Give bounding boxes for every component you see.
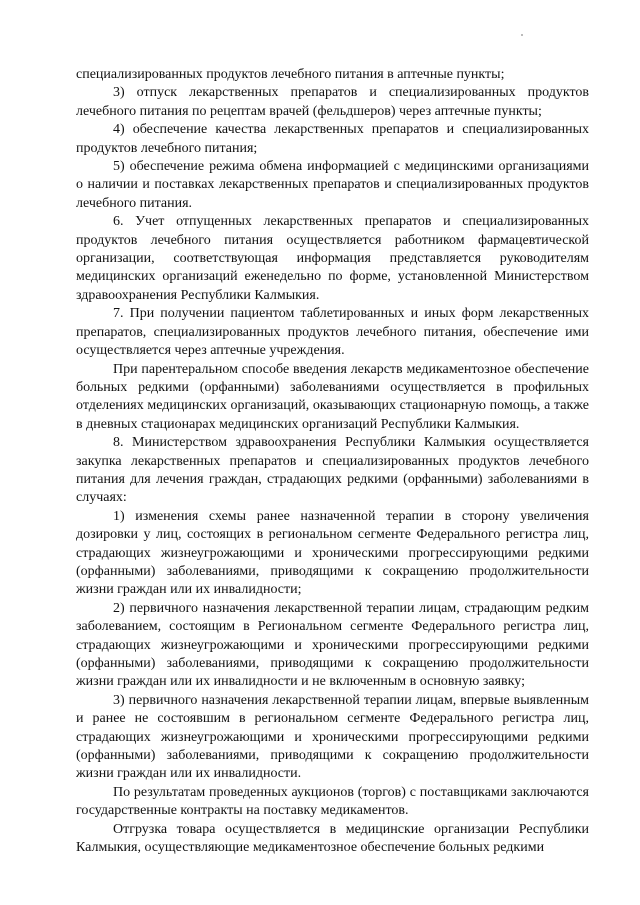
paragraph-section-7: 7. При получении пациентом таблетированных и иных форм лекарственных препаратов, специализированных продуктов лечебного питания, обеспечение ими осуществляется через аптечные учреждения.	[76, 306, 589, 359]
paragraph-case-2: 2) первичного назначения лекарственной терапии лицам, страдающим редким заболеванием, состоящим в Региональном сегменте Федерального регистра лиц, страдающих жизнеугрожающими и хроническими прогрессирующими редкими (орфанными) заболеваниями, приводящими к сокращению продолжительности жизни граждан или их инвалидности и не включенным в основную заявку;	[76, 600, 589, 690]
paragraph-section-6: 6. Учет отпущенных лекарственных препаратов и специализированных продуктов лечебного питания осуществляется работником фармацевтической организации, соответствующая информация представляется руководителям медицинских организаций еженедельно по форме, установленной Министерством здравоохранения Республики Калмыкия.	[76, 214, 589, 303]
paragraph-item-4: 4) обеспечение качества лекарственных препаратов и специализированных продуктов лечебного питания;	[76, 122, 589, 156]
document-page	[76, 66, 589, 857]
paragraph-continuation: специализированных продуктов лечебного питания в аптечные пункты;	[76, 67, 505, 82]
paragraph-item-5: 5) обеспечение режима обмена информацией с медицинскими организациями о наличии и поставках лекарственных препаратов и специализированных продуктов лечебного питания.	[76, 159, 589, 211]
scan-dot	[521, 34, 523, 36]
paragraph-case-1: 1) изменения схемы ранее назначенной терапии в сторону увеличения дозировки у лиц, состоящих в региональном сегменте Федерального регистра лиц, страдающих жизнеугрожающими и хроническими прогрессирующими редкими (орфанными) заболеваниями, приводящими к сокращению продолжительности жизни граждан или их инвалидности;	[76, 508, 589, 598]
paragraph-item-3: 3) отпуск лекарственных препаратов и специализированных продуктов лечебного питания по рецептам врачей (фельдшеров) через аптечные пункты;	[76, 85, 589, 119]
paragraph-section-8: 8. Министерством здравоохранения Республики Калмыкия осуществляется закупка лекарственных препаратов и специализированных продуктов лечебного питания для лечения граждан, страдающих редкими (орфанными) заболеваниями в случаях:	[76, 435, 589, 506]
paragraph-shipment: Отгрузка товара осуществляется в медицинские организации Республики Калмыкия, осуществляющие медикаментозное обеспечение больных редкими	[76, 821, 589, 856]
paragraph-case-3: 3) первичного назначения лекарственной терапии лицам, впервые выявленным и ранее не состоявшим в региональном сегменте Федерального регистра лиц, страдающих жизнеугрожающими и хроническими прогрессирующими редкими (орфанными) заболеваниями, приводящими к сокращению продолжительности жизни граждан или их инвалидности.	[76, 692, 589, 782]
paragraph-auctions: По результатам проведенных аукционов (торгов) с поставщиками заключаются государственные контракты на поставку медикаментов.	[76, 784, 589, 819]
paragraph-parenteral: При парентеральном способе введения лекарств медикаментозное обеспечение больных редкими (орфанными) заболеваниями осуществляется в профильных отделениях медицинских организаций, оказывающих стационарную помощь, а также в дневных стационарах медицинских организаций Республики Калмыкия.	[76, 361, 589, 432]
